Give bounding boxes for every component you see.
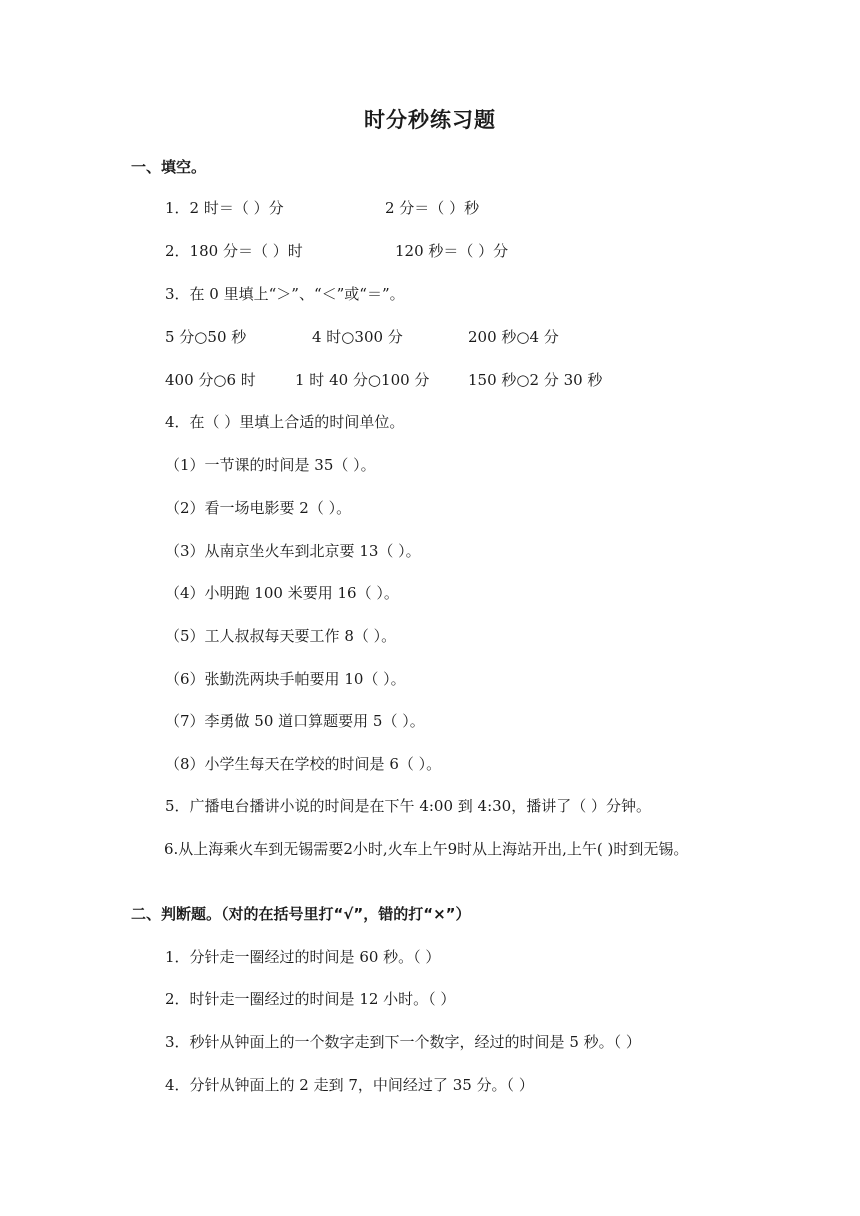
judge-item: 1．分针走一圈经过的时间是 60 秒。（ ） — [165, 948, 441, 966]
section-heading-true-false: 二、判断题。（对的在括号里打“√”，错的打“×”） — [131, 905, 471, 923]
compare-item: 400 分○6 时 — [165, 371, 256, 389]
question-2b: 120 秒＝（ ）分 — [395, 242, 509, 260]
list-item: （8）小学生每天在学校的时间是 6（ ）。 — [165, 755, 442, 773]
list-item: （4）小明跑 100 米要用 16（ ）。 — [165, 584, 399, 602]
section-heading-fill-in: 一、填空。 — [131, 158, 207, 176]
judge-item: 2．时针走一圈经过的时间是 12 小时。（ ） — [165, 990, 456, 1008]
page-title: 时分秒练习题 — [364, 108, 496, 132]
list-item: （3）从南京坐火车到北京要 13（ ）。 — [165, 542, 421, 560]
list-item: （5）工人叔叔每天要工作 8（ ）。 — [165, 627, 397, 645]
question-4-prompt: 4．在（ ）里填上合适的时间单位。 — [165, 413, 405, 431]
judge-item: 3．秒针从钟面上的一个数字走到下一个数字，经过的时间是 5 秒。（ ） — [165, 1033, 641, 1051]
compare-item: 200 秒○4 分 — [468, 328, 559, 346]
compare-item: 4 时○300 分 — [312, 328, 403, 346]
question-1b: 2 分＝（ ）秒 — [385, 199, 480, 217]
compare-item: 1 时 40 分○100 分 — [295, 371, 430, 389]
question-1a: 1．2 时＝（ ）分 — [165, 199, 284, 217]
compare-item: 5 分○50 秒 — [165, 328, 247, 346]
list-item: （6）张勤洗两块手帕要用 10（ ）。 — [165, 670, 406, 688]
judge-item: 4．分针从钟面上的 2 走到 7，中间经过了 35 分。（ ） — [165, 1076, 534, 1094]
question-5: 5．广播电台播讲小说的时间是在下午 4:00 到 4:30，播讲了（ ）分钟。 — [165, 797, 651, 815]
question-6: 6.从上海乘火车到无锡需要2小时,火车上午9时从上海站开出,上午( )时到无锡。 — [164, 840, 689, 858]
list-item: （1）一节课的时间是 35（ ）。 — [165, 456, 376, 474]
question-3-prompt: 3．在 0 里填上“＞”、“＜”或“＝”。 — [165, 285, 405, 303]
list-item: （7）李勇做 50 道口算题要用 5（ ）。 — [165, 712, 425, 730]
question-2a: 2．180 分＝（ ）时 — [165, 242, 303, 260]
list-item: （2）看一场电影要 2（ ）。 — [165, 499, 352, 517]
compare-item: 150 秒○2 分 30 秒 — [468, 371, 603, 389]
